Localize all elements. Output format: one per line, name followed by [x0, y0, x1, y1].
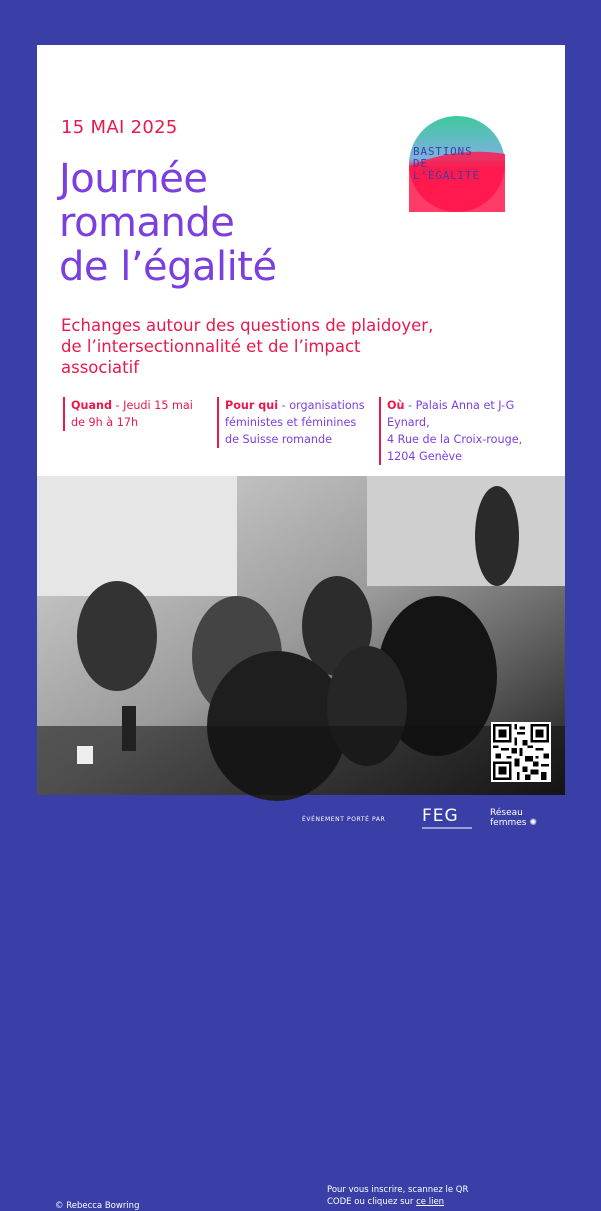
who-text: organisations féministes et féminines de Suisse romande	[225, 399, 365, 446]
reseau-line-1: Réseau	[490, 808, 523, 818]
logo-text	[409, 116, 505, 212]
who-label: Pour qui	[225, 399, 279, 412]
sun-icon: ✺	[529, 818, 537, 828]
event-date: 15 MAI 2025	[61, 117, 178, 138]
photo-image	[37, 476, 565, 795]
where-text-2: 4 Rue de la Croix-rouge, 1204 Genève	[387, 433, 523, 463]
reseau-femmes-logo	[490, 808, 537, 828]
register-instructions: Pour vous inscrire, scannez le QR CODE ou cliquez sur	[327, 1185, 469, 1207]
qr-code[interactable]	[491, 722, 551, 782]
info-who: Pour qui - organisations féministes et féminines de Suisse romande	[217, 397, 371, 448]
qr-code-icon	[493, 724, 549, 780]
feg-logo-underline	[422, 827, 472, 829]
bastions-logo	[409, 116, 505, 212]
photo-credit: © Rebecca Bowring	[55, 1201, 140, 1211]
register-text	[327, 1184, 477, 1208]
info-where: Où - Palais Anna et J-G Eynard, 4 Rue de la Croix-rouge, 1204 Genève	[379, 397, 547, 465]
footer-label: ÉVÉNEMENT PORTÉ PAR	[302, 816, 386, 823]
logo-line-1: BASTIONS	[413, 145, 473, 158]
title-line-2: romande	[59, 200, 235, 246]
logo-line-3: L’ÉGALITÉ	[413, 169, 480, 182]
info-when: Quand - Jeudi 15 mai de 9h à 17h	[63, 397, 205, 431]
feg-logo: FEG	[422, 806, 459, 826]
title-line-3: de l’égalité	[59, 244, 277, 290]
reseau-line-2: femmes	[490, 818, 527, 828]
where-label: Où	[387, 399, 405, 412]
event-title	[59, 157, 277, 289]
where-text-1: Palais Anna et J-G Eynard,	[387, 399, 515, 429]
event-subtitle: Echanges autour des questions de plaidoyer, de l’intersectionnalité et de l’impact associatif	[61, 316, 434, 377]
title-line-1: Journée	[59, 156, 208, 202]
when-text: Jeudi 15 mai de 9h à 17h	[71, 399, 193, 429]
logo-line-2: DE	[413, 157, 428, 170]
when-label: Quand	[71, 399, 112, 412]
register-link[interactable]: ce lien	[416, 1197, 445, 1207]
